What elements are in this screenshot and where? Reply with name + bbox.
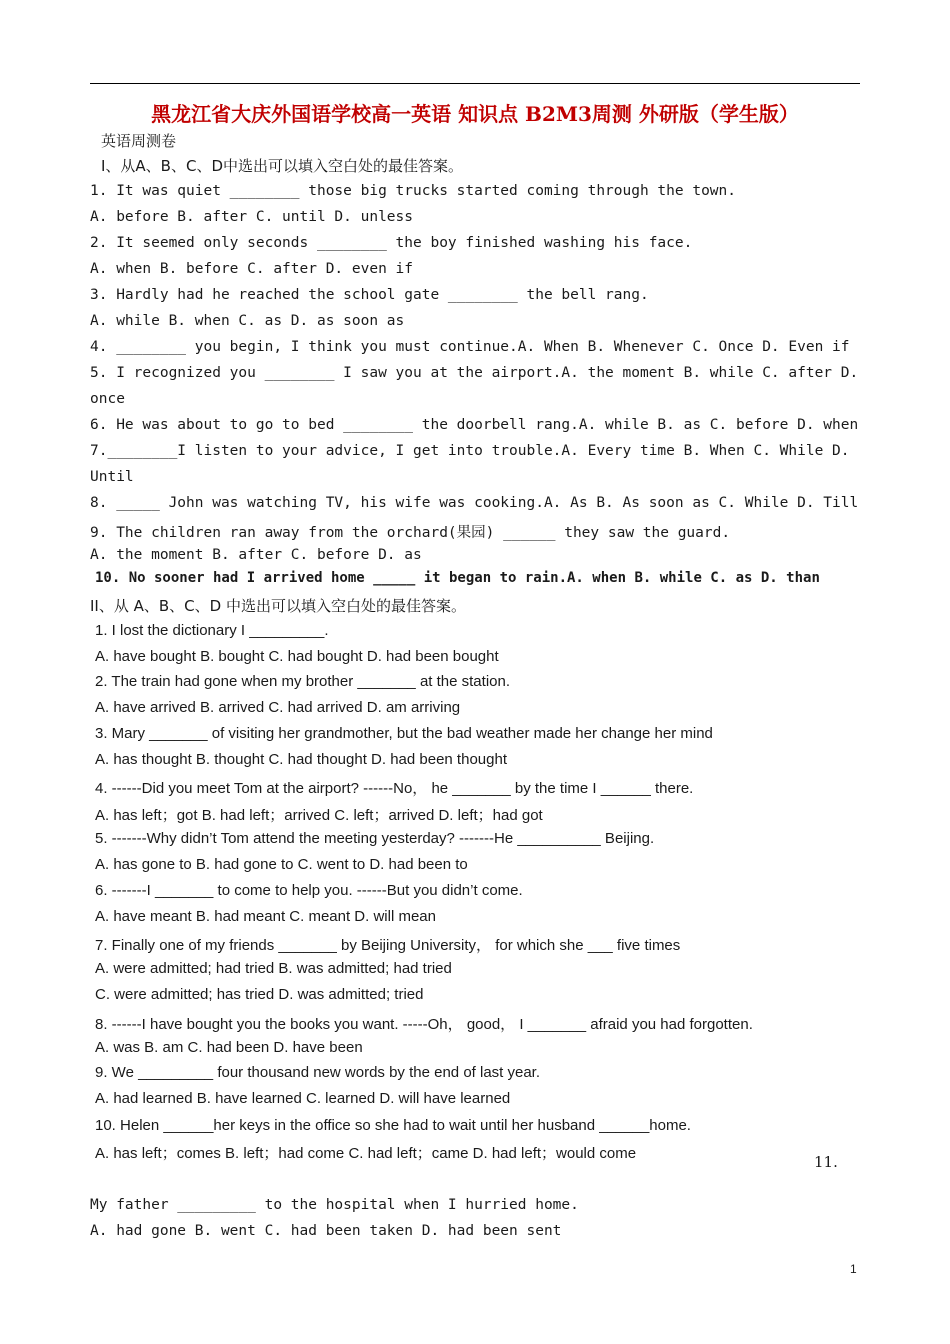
question-line: My father _________ to the hospital when I hurried home. — [90, 1197, 579, 1213]
question-line: 10. No sooner had I arrived home _____ it began to rain.A. when B. while C. as D. than — [95, 570, 820, 586]
option-line: A. has thought B. thought C. had thought D. had been thought — [95, 751, 507, 768]
question-line: 5. -------Why didn’t Tom attend the meeting yesterday? -------He __________ Beijing. — [95, 830, 655, 847]
question-line: 9. The children ran away from the orchard(果园) ______ they saw the guard. — [90, 525, 731, 541]
option-line: A. has left；got B. had left；arrived C. left；arrived D. left；had got — [95, 807, 543, 824]
option-line: C. were admitted; has tried D. was admitted; tried — [95, 986, 424, 1003]
option-line: A. had learned B. have learned C. learned D. will have learned — [95, 1090, 511, 1107]
document-title: 黑龙江省大庆外国语学校高一英语 知识点 B2M3周测 外研版（学生版） — [151, 102, 799, 126]
header-rule — [90, 83, 860, 84]
question-line: 6. -------I _______ to come to help you. ------But you didn’t come. — [95, 882, 523, 899]
option-line: A. has left；comes B. left；had come C. had left；came D. had left；would come — [95, 1145, 637, 1162]
question-line: 5. I recognized you ________ I saw you at the airport.A. the moment B. while C. after D. — [90, 365, 859, 381]
question-line: 4. ________ you begin, I think you must continue.A. When B. Whenever C. Once D. Even if — [90, 339, 850, 355]
option-line: A. have meant B. had meant C. meant D. will mean — [95, 908, 436, 925]
question-line: 1. I lost the dictionary I _________. — [95, 622, 329, 639]
option-line: once — [90, 391, 125, 407]
question-line: 8. ------I have bought you the books you want. -----Oh， good， I _______ afraid you had forgotten. — [95, 1016, 753, 1033]
option-line: A. was B. am C. had been D. have been — [95, 1039, 363, 1056]
question-line: 8. _____ John was watching TV, his wife was cooking.A. As B. As soon as C. While D. Till — [90, 495, 859, 511]
question-line: 7.________I listen to your advice, I get into trouble.A. Every time B. When C. While D. — [90, 443, 850, 459]
option-line: A. were admitted; had tried B. was admitted; had tried — [95, 960, 452, 977]
option-line: A. while B. when C. as D. as soon as — [90, 313, 405, 329]
document-subtitle: 英语周测卷 — [101, 132, 177, 150]
option-line: A. when B. before C. after D. even if — [90, 261, 414, 277]
option-line: Until — [90, 469, 134, 485]
section1-heading: I、从A、B、C、D中选出可以填入空白处的最佳答案。 — [101, 157, 464, 175]
option-line: A. have bought B. bought C. had bought D. had been bought — [95, 648, 499, 665]
question-line: 3. Hardly had he reached the school gate ________ the bell rang. — [90, 287, 649, 303]
question-11-number: 11. — [814, 1153, 838, 1171]
question-line: 7. Finally one of my friends _______ by Beijing University， for which she ___ five times — [95, 937, 681, 954]
question-line: 3. Mary _______ of visiting her grandmother, but the bad weather made her change her mind — [95, 725, 713, 742]
option-line: A. has gone to B. had gone to C. went to D. had been to — [95, 856, 468, 873]
question-line: 10. Helen ______her keys in the office so she had to wait until her husband ______home. — [95, 1117, 691, 1134]
question-line: 6. He was about to go to bed ________ the doorbell rang.A. while B. as C. before D. when — [90, 417, 859, 433]
page-number: 1 — [850, 1262, 857, 1276]
question-line: 4. ------Did you meet Tom at the airport? ------No， he _______ by the time I ______ there. — [95, 780, 694, 797]
option-line: A. had gone B. went C. had been taken D. had been sent — [90, 1223, 562, 1239]
question-line: 2. The train had gone when my brother _______ at the station. — [95, 673, 511, 690]
option-line: A. have arrived B. arrived C. had arrived D. am arriving — [95, 699, 461, 716]
option-line: A. before B. after C. until D. unless — [90, 209, 414, 225]
section2-heading: II、从 A、B、C、D 中选出可以填入空白处的最佳答案。 — [90, 597, 466, 615]
question-line: 1. It was quiet ________ those big trucks started coming through the town. — [90, 183, 737, 199]
option-line: A. the moment B. after C. before D. as — [90, 547, 422, 563]
question-line: 9. We _________ four thousand new words by the end of last year. — [95, 1064, 541, 1081]
question-line: 2. It seemed only seconds ________ the boy finished washing his face. — [90, 235, 693, 251]
